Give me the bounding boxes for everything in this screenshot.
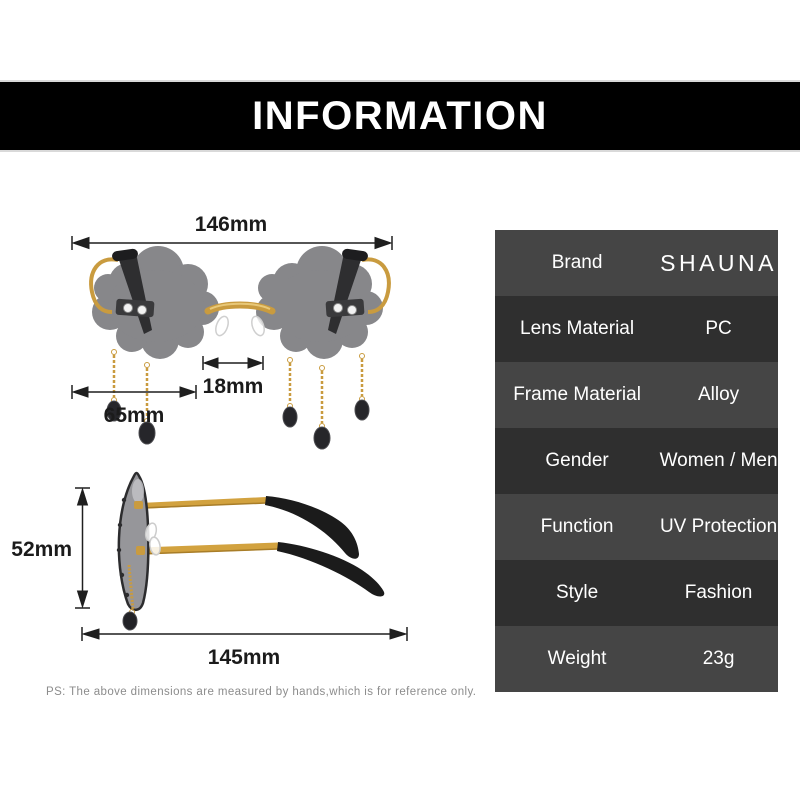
- spec-value: Fashion: [684, 582, 753, 603]
- spec-value: Alloy: [697, 384, 740, 405]
- dimension-diagram: [0, 160, 480, 720]
- lens-height-dimension-arrow: [75, 488, 90, 608]
- spec-row-lens-material: [495, 296, 778, 362]
- brand-value: SHAUNA: [660, 249, 777, 276]
- spec-label: Brand: [551, 252, 603, 273]
- lens-width-label: 65mm: [103, 404, 165, 427]
- front-view-diagram: [72, 213, 392, 449]
- spec-label: Gender: [545, 450, 609, 471]
- total-width-label: 146mm: [194, 213, 268, 236]
- right-lens: [256, 246, 383, 359]
- chain-drops: [107, 350, 369, 450]
- header-bar: [0, 80, 800, 152]
- spec-table: [495, 230, 778, 692]
- bridge-width-dimension-arrow: [203, 356, 263, 370]
- nose-pads: [213, 315, 266, 338]
- spec-row-frame-material: [495, 362, 778, 428]
- chain-drop: [355, 354, 369, 421]
- bridge-width-label: 18mm: [202, 375, 264, 398]
- spec-value: UV Protection: [659, 516, 778, 537]
- side-view-diagram: [11, 473, 407, 669]
- spec-label: Weight: [547, 648, 607, 669]
- total-width-dimension-arrow: [72, 236, 392, 250]
- spec-value: PC: [705, 318, 732, 339]
- bridge: [208, 304, 272, 311]
- chain-drop: [283, 358, 297, 428]
- spec-row-function: [495, 494, 778, 560]
- spec-row-brand: [495, 230, 778, 296]
- spec-value: 23g: [702, 648, 735, 669]
- spec-label: Frame Material: [513, 384, 641, 405]
- footnote-text: PS: The above dimensions are measured by hands,which is for reference only.: [46, 686, 477, 698]
- page-title: INFORMATION: [252, 93, 548, 138]
- lens-width-dimension-arrow: [72, 385, 196, 399]
- spec-row-weight: [495, 626, 778, 692]
- temple-arms-side: [140, 496, 384, 597]
- spec-value: Women / Men: [659, 450, 778, 471]
- spec-row-style: [495, 560, 778, 626]
- spec-row-gender: [495, 428, 778, 494]
- left-lens: [92, 246, 219, 359]
- temple-length-label: 145mm: [207, 646, 281, 669]
- lens-height-label: 52mm: [11, 538, 72, 561]
- spec-label: Lens Material: [520, 318, 635, 339]
- spec-label: Function: [540, 516, 614, 537]
- spec-label: Style: [555, 582, 599, 603]
- chain-drop: [314, 366, 330, 450]
